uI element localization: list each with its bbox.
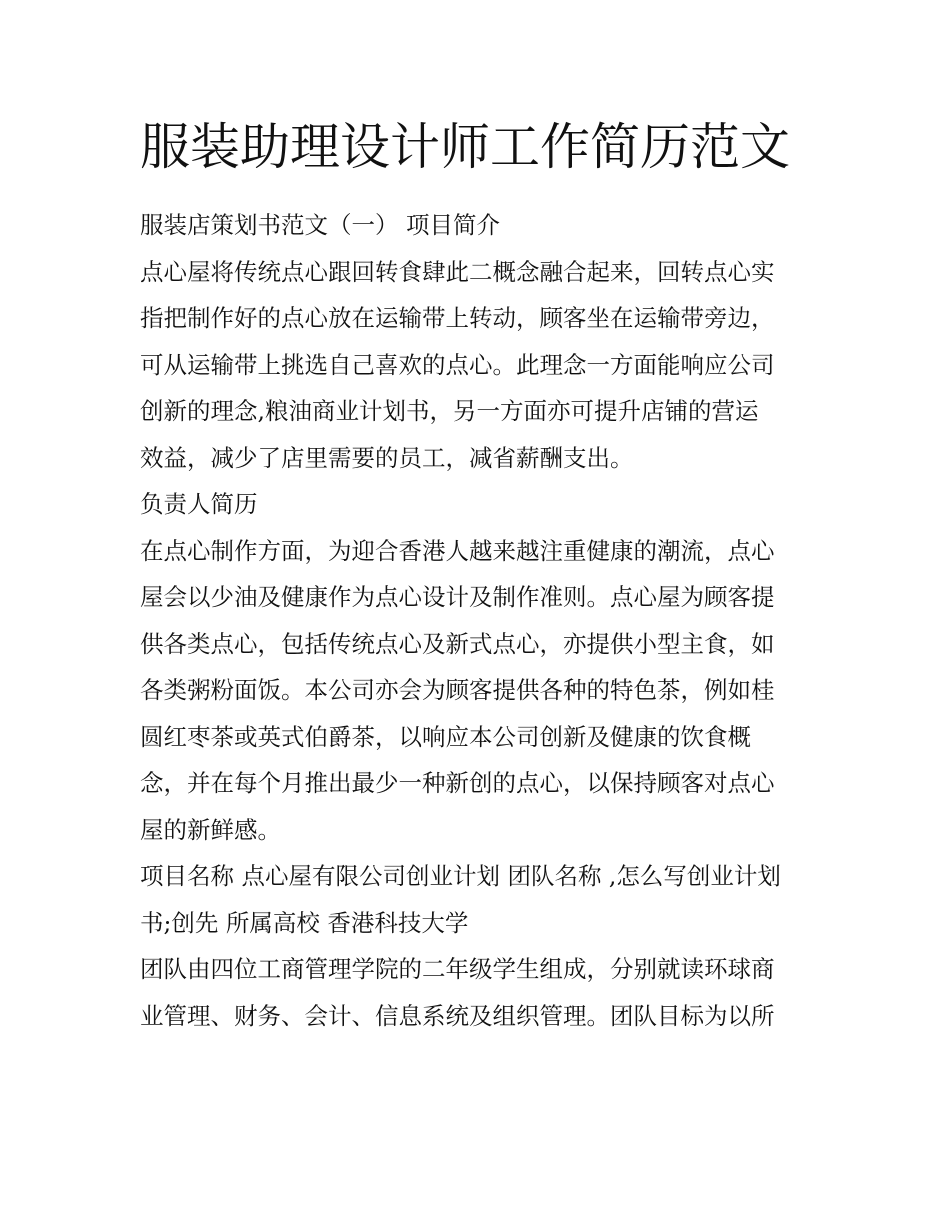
text-line: 在点心制作方面，为迎合香港人越来越注重健康的潮流，点心 bbox=[140, 536, 775, 565]
text-line: 圆红枣茶或英式伯爵茶，以响应本公司创新及健康的饮食概 bbox=[140, 722, 751, 751]
text-line: 项目名称 点心屋有限公司创业计划 团队名称 ,怎么写创业计划 bbox=[140, 862, 781, 890]
document-page bbox=[140, 112, 820, 1041]
text-line: 供各类点心，包括传统点心及新式点心，亦提供小型主食，如 bbox=[140, 629, 775, 658]
document-title: 服装助理设计师工作简历范文 bbox=[140, 118, 790, 176]
text-line: 团队由四位工商管理学院的二年级学生组成，分别就读环球商 bbox=[140, 955, 775, 983]
text-line: 念，并在每个月推出最少一种新创的点心，以保持顾客对点心 bbox=[140, 769, 775, 797]
text-line: 效益，减少了店里需要的员工，减省薪酬支出。 bbox=[140, 443, 634, 472]
text-line: 可从运输带上挑选自己喜欢的点心。此理念一方面能响应公司 bbox=[140, 350, 775, 379]
text-line: 屋会以少油及健康作为点心设计及制作准则。点心屋为顾客提 bbox=[140, 583, 775, 611]
text-line: 点心屋将传统点心跟回转食肆此二概念融合起来，回转点心实 bbox=[140, 257, 775, 286]
text-line: 指把制作好的点心放在运输带上转动，顾客坐在运输带旁边， bbox=[140, 304, 775, 332]
text-line: 书;创先 所属高校 香港科技大学 bbox=[140, 908, 469, 937]
text-line-subtitle: 服装店策划书范文（一） 项目简介 bbox=[140, 211, 500, 239]
document-body bbox=[140, 202, 820, 1039]
text-line: 创新的理念,粮油商业计划书，另一方面亦可提升店铺的营运 bbox=[140, 397, 759, 425]
text-line-heading: 负责人简历 bbox=[140, 490, 258, 518]
text-line: 各类粥粉面饭。本公司亦会为顾客提供各种的特色茶，例如桂 bbox=[140, 676, 775, 704]
text-line: 屋的新鲜感。 bbox=[140, 815, 281, 844]
text-line: 业管理、财务、会计、信息系统及组织管理。团队目标为以所 bbox=[140, 1001, 775, 1030]
